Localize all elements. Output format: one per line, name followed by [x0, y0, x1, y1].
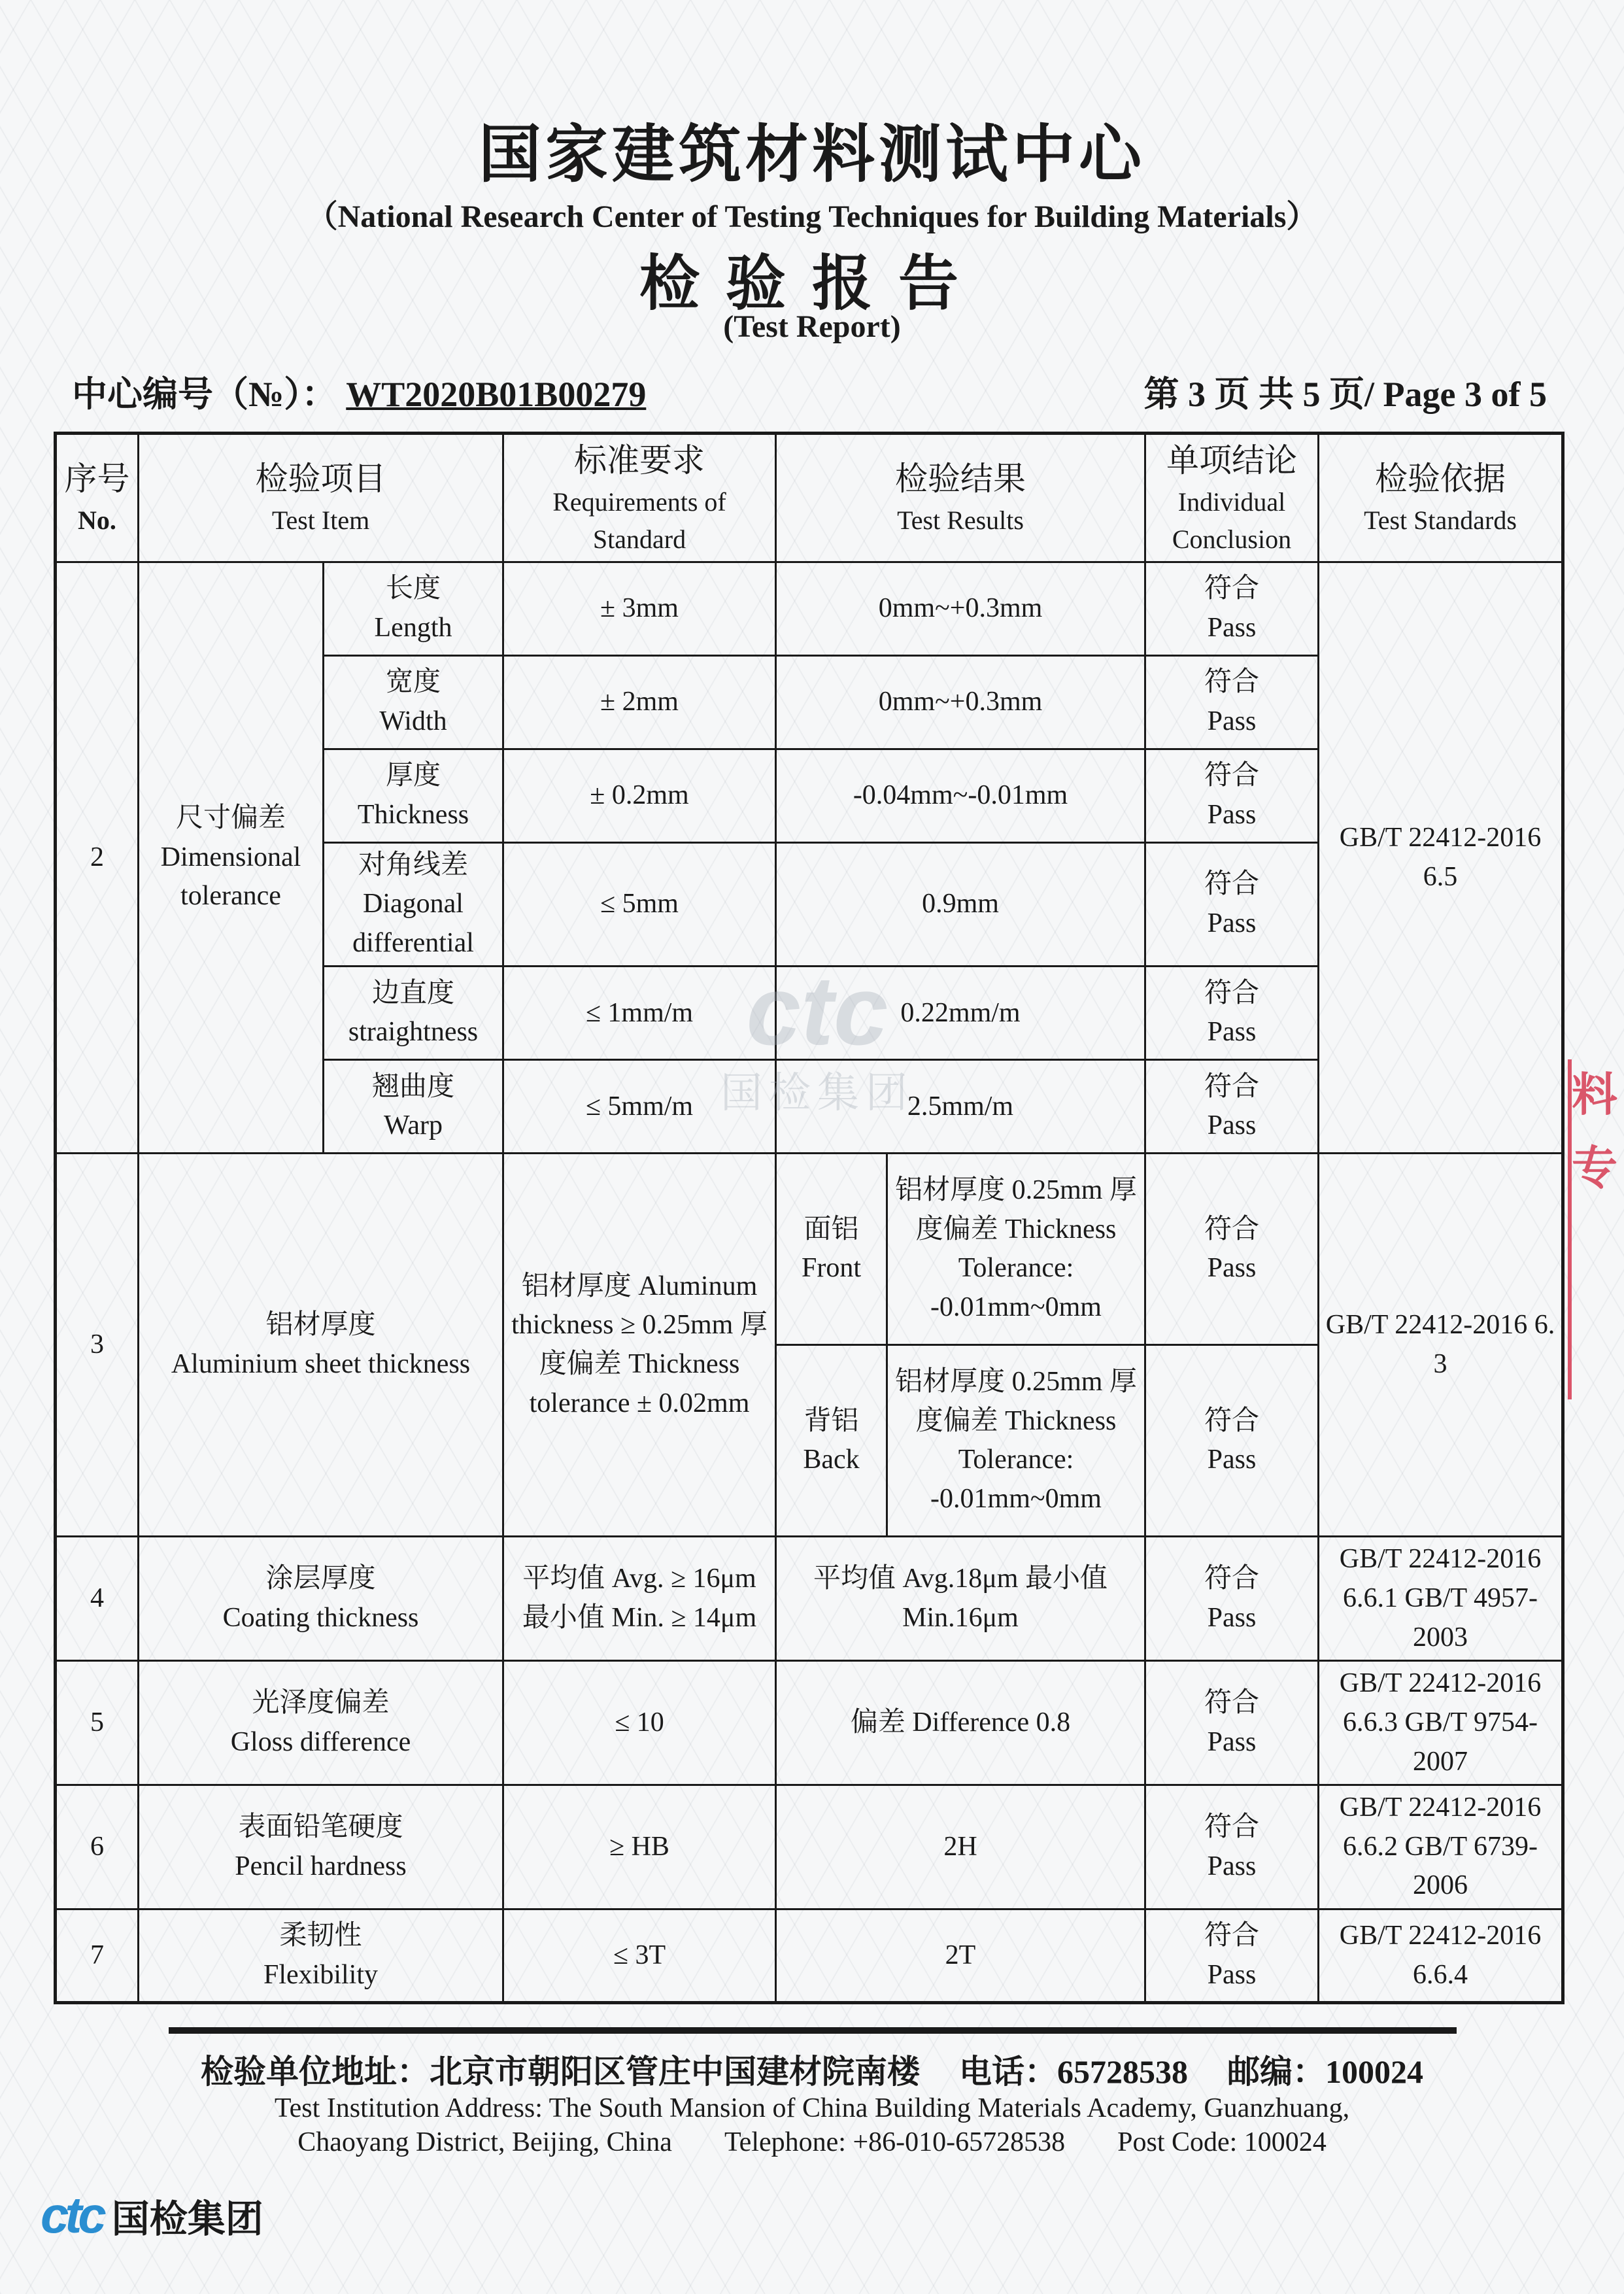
- seal-stamp: 料 专: [1568, 1059, 1619, 1399]
- header-test-item: 检验项目 Test Item: [139, 434, 503, 562]
- test-result: 铝材厚度 0.25mm 厚度偏差 Thickness Tolerance: -0.01mm~0mm: [887, 1345, 1145, 1537]
- table-header-row: [56, 434, 1563, 562]
- conclusion: 符合 Pass: [1145, 1537, 1319, 1661]
- header-requirements: 标准要求 Requirements of Standard: [503, 434, 776, 562]
- test-result: 铝材厚度 0.25mm 厚度偏差 Thickness Tolerance: -0.01mm~0mm: [887, 1154, 1145, 1345]
- footer-address-en-line2: [0, 2127, 1624, 2158]
- sub-item-back: 背铝 Back: [776, 1345, 887, 1537]
- postcode-en: Post Code: 100024: [1117, 2127, 1327, 2157]
- requirement: ≤ 5mm: [503, 842, 776, 967]
- test-results-table: [54, 432, 1565, 2004]
- conclusion: 符合 Pass: [1145, 1345, 1319, 1537]
- sub-item: 翘曲度 Warp: [324, 1060, 503, 1154]
- sub-item: 宽度 Width: [324, 655, 503, 749]
- sub-item-front: 面铝 Front: [776, 1154, 887, 1345]
- ctc-logo-icon: ctc: [41, 2186, 103, 2244]
- test-standard: GB/T 22412-2016 6.6.1 GB/T 4957-2003: [1319, 1537, 1563, 1661]
- test-item: 涂层厚度 Coating thickness: [139, 1537, 503, 1661]
- requirement: 平均值 Avg. ≥ 16μm 最小值 Min. ≥ 14μm: [503, 1537, 776, 1661]
- footer-address-cn: [0, 2046, 1624, 2093]
- test-result: 0.22mm/m: [776, 967, 1145, 1060]
- test-item: 表面铅笔硬度 Pencil hardness: [139, 1785, 503, 1909]
- test-result: 2T: [776, 1909, 1145, 2003]
- test-standard: GB/T 22412-2016 6. 3: [1319, 1154, 1563, 1537]
- center-title-en: （National Research Center of Testing Techniques for Building Materials）: [306, 199, 1318, 234]
- test-standard: GB/T 22412-2016 6.5: [1319, 562, 1563, 1154]
- footer-address-en-line1: Test Institution Address: The South Mansion of China Building Materials Academy, Guanzhuang,: [274, 2093, 1350, 2123]
- table-row: [56, 562, 1563, 655]
- conclusion: 符合 Pass: [1145, 562, 1319, 655]
- company-logo: [41, 2185, 263, 2244]
- address-cn: 检验单位地址：北京市朝阳区管庄中国建材院南楼: [201, 2053, 920, 2090]
- test-item: 光泽度偏差 Gloss difference: [139, 1661, 503, 1785]
- sub-item: 对角线差 Diagonal differential: [324, 842, 503, 967]
- test-item: 铝材厚度 Aluminium sheet thickness: [139, 1154, 503, 1537]
- test-result: 2H: [776, 1785, 1145, 1909]
- row-number: 6: [56, 1785, 139, 1909]
- test-result: 0mm~+0.3mm: [776, 655, 1145, 749]
- sub-item: 边直度 straightness: [324, 967, 503, 1060]
- test-result: -0.04mm~-0.01mm: [776, 749, 1145, 842]
- test-result: 0.9mm: [776, 842, 1145, 967]
- conclusion: 符合 Pass: [1145, 1661, 1319, 1785]
- test-item: 柔韧性 Flexibility: [139, 1909, 503, 2003]
- test-standard: GB/T 22412-2016 6.6.2 GB/T 6739-2006: [1319, 1785, 1563, 1909]
- center-number-label: 中心编号（№）：: [72, 375, 337, 414]
- center-number-value: WT2020B01B00279: [346, 375, 647, 414]
- company-name: 国检集团: [111, 2196, 263, 2241]
- phone-cn: 电话：65728538: [959, 2053, 1188, 2090]
- row-number: 4: [56, 1537, 139, 1661]
- table-row: [56, 1785, 1563, 1909]
- row-number: 5: [56, 1661, 139, 1785]
- phone-en: Telephone: +86-010-65728538: [724, 2127, 1066, 2157]
- test-result: 偏差 Difference 0.8: [776, 1661, 1145, 1785]
- center-title-cn: 国家建筑材料测试中心: [479, 120, 1145, 190]
- test-result: 0mm~+0.3mm: [776, 562, 1145, 655]
- row-number: 2: [56, 562, 139, 1154]
- requirement: ± 3mm: [503, 562, 776, 655]
- watermark-logo: ctc: [746, 955, 888, 1065]
- conclusion: 符合 Pass: [1145, 1785, 1319, 1909]
- sub-item: 厚度 Thickness: [324, 749, 503, 842]
- requirement: ≥ HB: [503, 1785, 776, 1909]
- header-standards: 检验依据 Test Standards: [1319, 434, 1563, 562]
- test-result: 2.5mm/m: [776, 1060, 1145, 1154]
- table-row: [56, 1661, 1563, 1785]
- requirement: ± 2mm: [503, 655, 776, 749]
- conclusion: 符合 Pass: [1145, 1060, 1319, 1154]
- watermark-text: 国检集团: [720, 1070, 914, 1116]
- sub-item: 长度 Length: [324, 562, 503, 655]
- conclusion: 符合 Pass: [1145, 1154, 1319, 1345]
- test-standard: GB/T 22412-2016 6.6.3 GB/T 9754-2007: [1319, 1661, 1563, 1785]
- center-number: [72, 366, 646, 417]
- conclusion: 符合 Pass: [1145, 967, 1319, 1060]
- requirement: ± 0.2mm: [503, 749, 776, 842]
- test-item: 尺寸偏差 Dimensional tolerance: [139, 562, 324, 1154]
- conclusion: 符合 Pass: [1145, 655, 1319, 749]
- header-conclusion: 单项结论 Individual Conclusion: [1145, 434, 1319, 562]
- test-result: 平均值 Avg.18μm 最小值 Min.16μm: [776, 1537, 1145, 1661]
- table-row: [56, 1909, 1563, 2003]
- address-en: Chaoyang District, Beijing, China: [297, 2127, 672, 2157]
- header-test-results: 检验结果 Test Results: [776, 434, 1145, 562]
- report-title-cn: 检验报告: [639, 250, 985, 317]
- table-row: [56, 1154, 1563, 1345]
- postcode-cn: 邮编：100024: [1227, 2053, 1423, 2090]
- test-standard: GB/T 22412-2016 6.6.4: [1319, 1909, 1563, 2003]
- header-no: 序号 No.: [56, 434, 139, 562]
- requirement: ≤ 5mm/m: [503, 1060, 776, 1154]
- requirement: 铝材厚度 Aluminum thickness ≥ 0.25mm 厚度偏差 Thickness tolerance ± 0.02mm: [503, 1154, 776, 1537]
- footer-divider: [169, 2027, 1457, 2034]
- row-number: 3: [56, 1154, 139, 1537]
- page-indicator: 第 3 页 共 5 页/ Page 3 of 5: [1143, 375, 1547, 414]
- table-row: [56, 1537, 1563, 1661]
- row-number: 7: [56, 1909, 139, 2003]
- report-title-en: (Test Report): [723, 309, 901, 344]
- conclusion: 符合 Pass: [1145, 749, 1319, 842]
- conclusion: 符合 Pass: [1145, 842, 1319, 967]
- conclusion: 符合 Pass: [1145, 1909, 1319, 2003]
- requirement: ≤ 1mm/m: [503, 967, 776, 1060]
- requirement: ≤ 10: [503, 1661, 776, 1785]
- requirement: ≤ 3T: [503, 1909, 776, 2003]
- watermark: [680, 955, 955, 1144]
